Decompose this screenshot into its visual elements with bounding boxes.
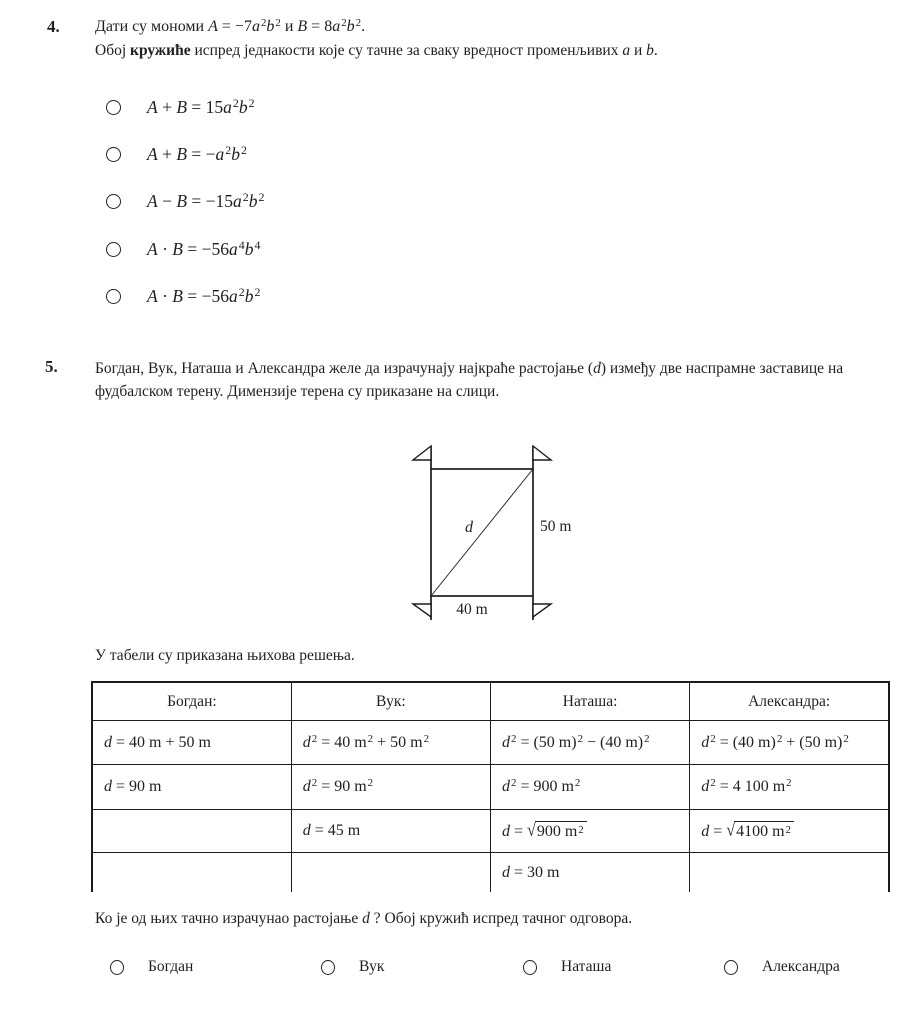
flag-icon-bottom-right [533, 604, 551, 617]
q5-answer-vuk-radio[interactable] [321, 960, 335, 975]
table-cell [92, 853, 291, 893]
q4-option-4 [106, 238, 260, 260]
header-aleksandra: Александра: [690, 682, 889, 721]
q5-answer-vuk [321, 956, 384, 978]
diagonal-line [431, 469, 533, 596]
table-cell: d = √900 $m^2$ [491, 810, 690, 853]
table-row [92, 853, 889, 893]
flag-icon-bottom-left [413, 604, 431, 617]
table-cell: d = 30 m [491, 853, 690, 893]
q4-option-1-radio[interactable] [106, 100, 121, 115]
question-4-instruction: Обој кружиће испред једнакости које су тачне за сваку вредност променљивих a и b. [95, 42, 658, 59]
table-intro: У табели су приказана њихова решења. [95, 647, 355, 664]
base-length-label: 40 m [456, 601, 488, 618]
q4-option-5-radio[interactable] [106, 289, 121, 304]
flag-icon-top-left [413, 446, 431, 460]
table-cell [92, 810, 291, 853]
table-cell: d = √4100 $m^2$ [690, 810, 889, 853]
q5-answer-natasa-radio[interactable] [523, 960, 537, 975]
q5-answer-bogdan-label: Богдан [148, 958, 194, 975]
header-natasa: Наташа: [491, 682, 690, 721]
table-cell [690, 853, 889, 893]
q4-option-2-radio[interactable] [106, 147, 121, 162]
flag-icon-top-right [533, 446, 551, 460]
question-4-number: 4. [47, 17, 60, 36]
q4-option-3-formula: $A - B = -15a^2b^2$ [147, 190, 265, 211]
solutions-table [91, 681, 890, 892]
header-vuk: Вук: [291, 682, 490, 721]
table-row [92, 765, 889, 810]
question-5-prompt: Ко је од њих тачно израчунао растојање d ? Обој кружић испред тачног одговора. [95, 910, 633, 927]
q5-answer-aleksandra-label: Александра [762, 958, 840, 975]
q4-option-5-formula: $A \cdot B = -56a^2b^2$ [147, 285, 261, 306]
question-5-number: 5. [45, 357, 58, 376]
q4-option-4-radio[interactable] [106, 242, 121, 257]
q5-answer-vuk-label: Вук [359, 958, 385, 975]
q4-option-1 [106, 96, 255, 118]
q4-option-2 [106, 143, 247, 165]
header-bogdan: Богдан: [92, 682, 291, 721]
diagonal-label: d [465, 519, 473, 536]
table-cell: $d^2 = 4$ 100 $m^2$ [690, 765, 889, 810]
q4-option-5 [106, 285, 260, 307]
side-length-label: 50 m [540, 518, 572, 535]
table-row [92, 810, 889, 853]
q4-option-4-formula: $A \cdot B = -56a^4b^4$ [147, 238, 261, 259]
table-cell: $d^2 = (50$ m)$^2$ − (40 m)$^2$ [491, 721, 690, 765]
q5-answer-bogdan [110, 956, 193, 978]
field-diagram [398, 434, 598, 629]
q5-answer-bogdan-radio[interactable] [110, 960, 124, 975]
table-cell: $d^2 = 900$ $m^2$ [491, 765, 690, 810]
q5-answer-natasa [523, 956, 611, 978]
table-cell: d = 45 m [291, 810, 490, 853]
table-row [92, 721, 889, 765]
q4-option-1-formula: $A + B = 15a^2b^2$ [147, 96, 255, 117]
table-cell: $d^2 = (40$ m)$^2$ + (50 m)$^2$ [690, 721, 889, 765]
table-cell [291, 853, 490, 893]
q5-answer-aleksandra-radio[interactable] [724, 960, 738, 975]
q5-answer-aleksandra [724, 956, 840, 978]
question-4-intro: Дати су мономи $A = -7a^2b^2$ и $B = 8a^2b^2$. [95, 17, 366, 35]
q4-option-3 [106, 190, 264, 212]
table-cell: d = 40 m + 50 m [92, 721, 291, 765]
table-cell: d = 90 m [92, 765, 291, 810]
table-header-row [92, 682, 889, 721]
question-5-text: Богдан, Вук, Наташа и Александра желе да израчунају најкраће растојање (d) између две наспрамне заставице на фудбалском терену. Димензије терена су приказане на слици. [95, 360, 844, 400]
q4-option-3-radio[interactable] [106, 194, 121, 209]
q4-option-2-formula: $A + B = -a^2b^2$ [147, 143, 247, 164]
table-cell: $d^2 = 40$ $m^2 + 50$ $m^2$ [291, 721, 490, 765]
table-cell: $d^2 = 90$ $m^2$ [291, 765, 490, 810]
q5-answer-natasa-label: Наташа [561, 958, 612, 975]
